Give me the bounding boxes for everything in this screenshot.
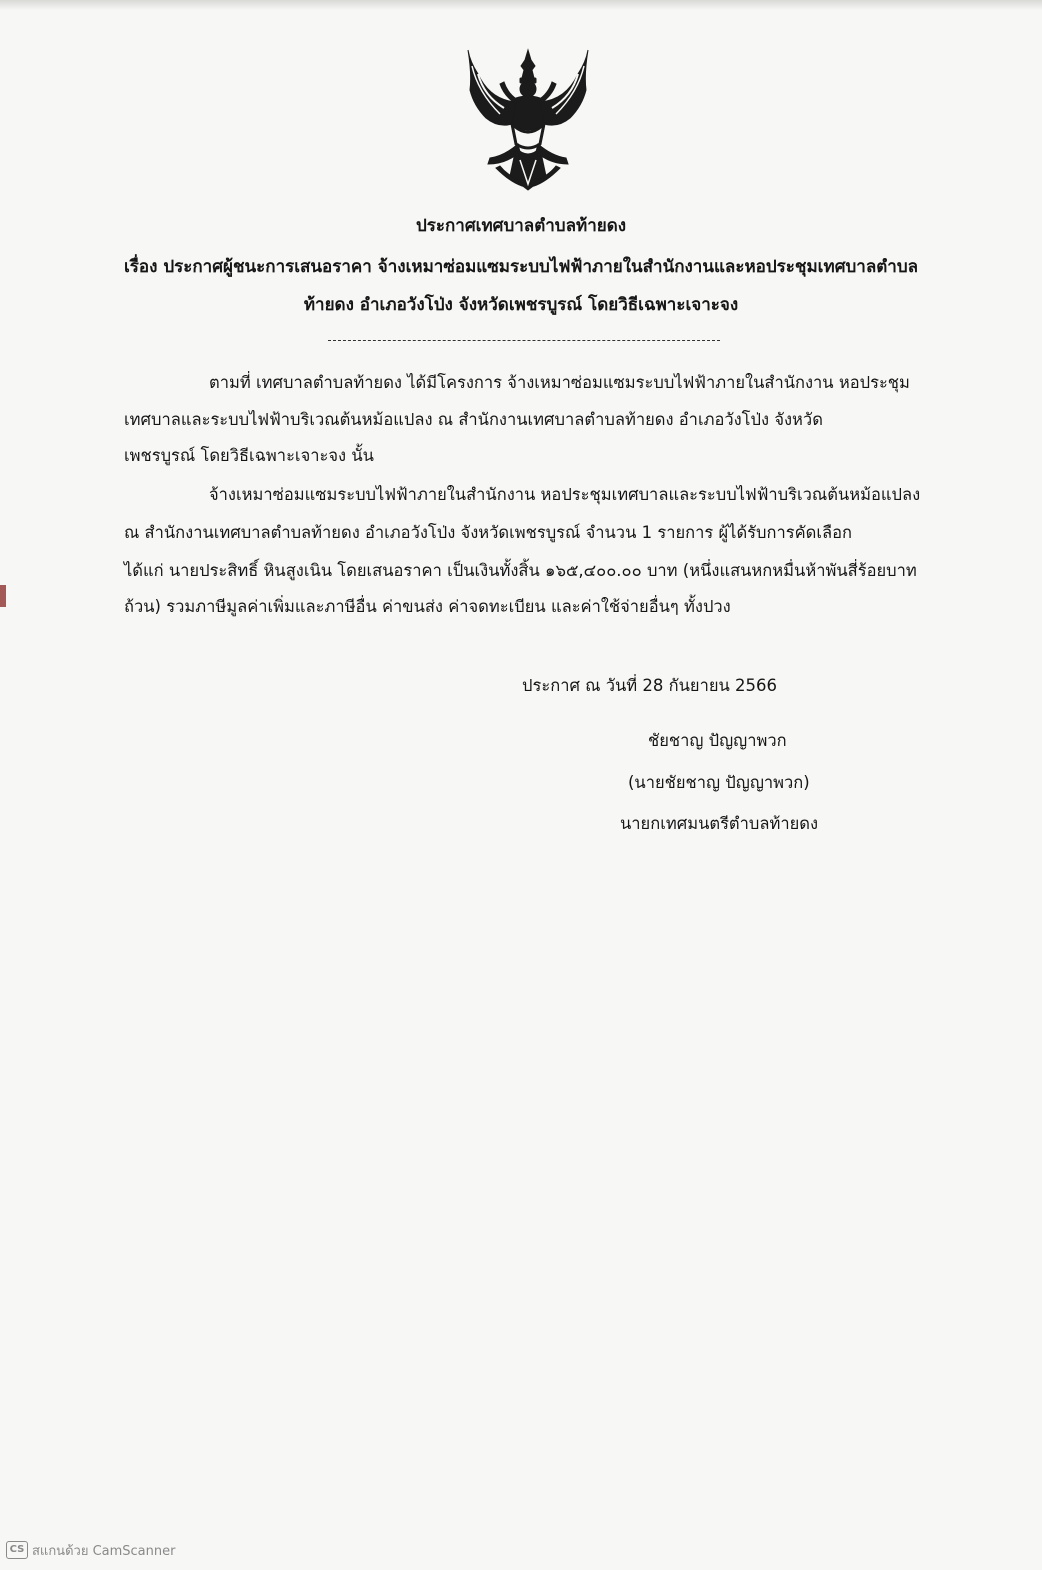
paragraph1-line3: เพชรบูรณ์ โดยวิธีเฉพาะเจาะจง นั้น <box>124 446 374 465</box>
document-title: ประกาศเทศบาลตำบลท้ายดง <box>415 216 627 236</box>
section-divider <box>328 340 720 341</box>
paragraph2-line2: ณ สำนักงานเทศบาลตำบลท้ายดง อำเภอวังโป่ง จังหวัดเพชรบูรณ์ จำนวน 1 รายการ ผู้ได้รับการคัดเลือก <box>124 523 853 542</box>
announcement-date: ประกาศ ณ วันที่ 28 กันยายน 2566 <box>522 676 778 695</box>
signature-name: ชัยชาญ ปัญญาพวก <box>648 731 787 750</box>
scan-edge-mark <box>0 585 6 607</box>
paragraph1-line1: ตามที่ เทศบาลตำบลท้ายดง ได้มีโครงการ จ้างเหมาซ่อมแซมระบบไฟฟ้าภายในสำนักงาน หอประชุม <box>209 373 910 392</box>
garuda-emblem-icon <box>460 44 596 194</box>
paragraph2-line4: ถ้วน) รวมภาษีมูลค่าเพิ่มและภาษีอื่น ค่าขนส่ง ค่าจดทะเบียน และค่าใช้จ่ายอื่นๆ ทั้งปวง <box>124 597 731 616</box>
paragraph1-line2: เทศบาลและระบบไฟฟ้าบริเวณต้นหม้อแปลง ณ สำนักงานเทศบาลตำบลท้ายดง อำเภอวังโป่ง จังหวัด <box>124 410 823 429</box>
camscanner-logo-icon: CS <box>6 1541 28 1559</box>
signer-position: นายกเทศมนตรีตำบลท้ายดง <box>620 814 819 833</box>
scanner-text: สแกนด้วย CamScanner <box>32 1543 176 1559</box>
paragraph2-line3: ได้แก่ นายประสิทธิ์ หินสูงเนิน โดยเสนอราคา เป็นเงินทั้งสิ้น ๑๖๕,๔๐๐.๐๐ บาท (หนึ่งแสนหกหมื่นห้าพันสี่ร้อยบาท <box>124 561 917 580</box>
scan-top-edge <box>0 0 1042 10</box>
subject-line-1: เรื่อง ประกาศผู้ชนะการเสนอราคา จ้างเหมาซ่อมแซมระบบไฟฟ้าภายในสำนักงานและหอประชุมเทศบาลตำบล <box>123 257 919 277</box>
printed-name: (นายชัยชาญ ปัญญาพวก) <box>628 773 810 792</box>
paragraph2-line1: จ้างเหมาซ่อมแซมระบบไฟฟ้าภายในสำนักงาน หอประชุมเทศบาลและระบบไฟฟ้าบริเวณต้นหม้อแปลง <box>209 485 921 504</box>
camscanner-watermark <box>6 1540 175 1560</box>
subject-line-2: ท้ายดง อำเภอวังโป่ง จังหวัดเพชรบูรณ์ โดยวิธีเฉพาะเจาะจง <box>303 295 739 315</box>
